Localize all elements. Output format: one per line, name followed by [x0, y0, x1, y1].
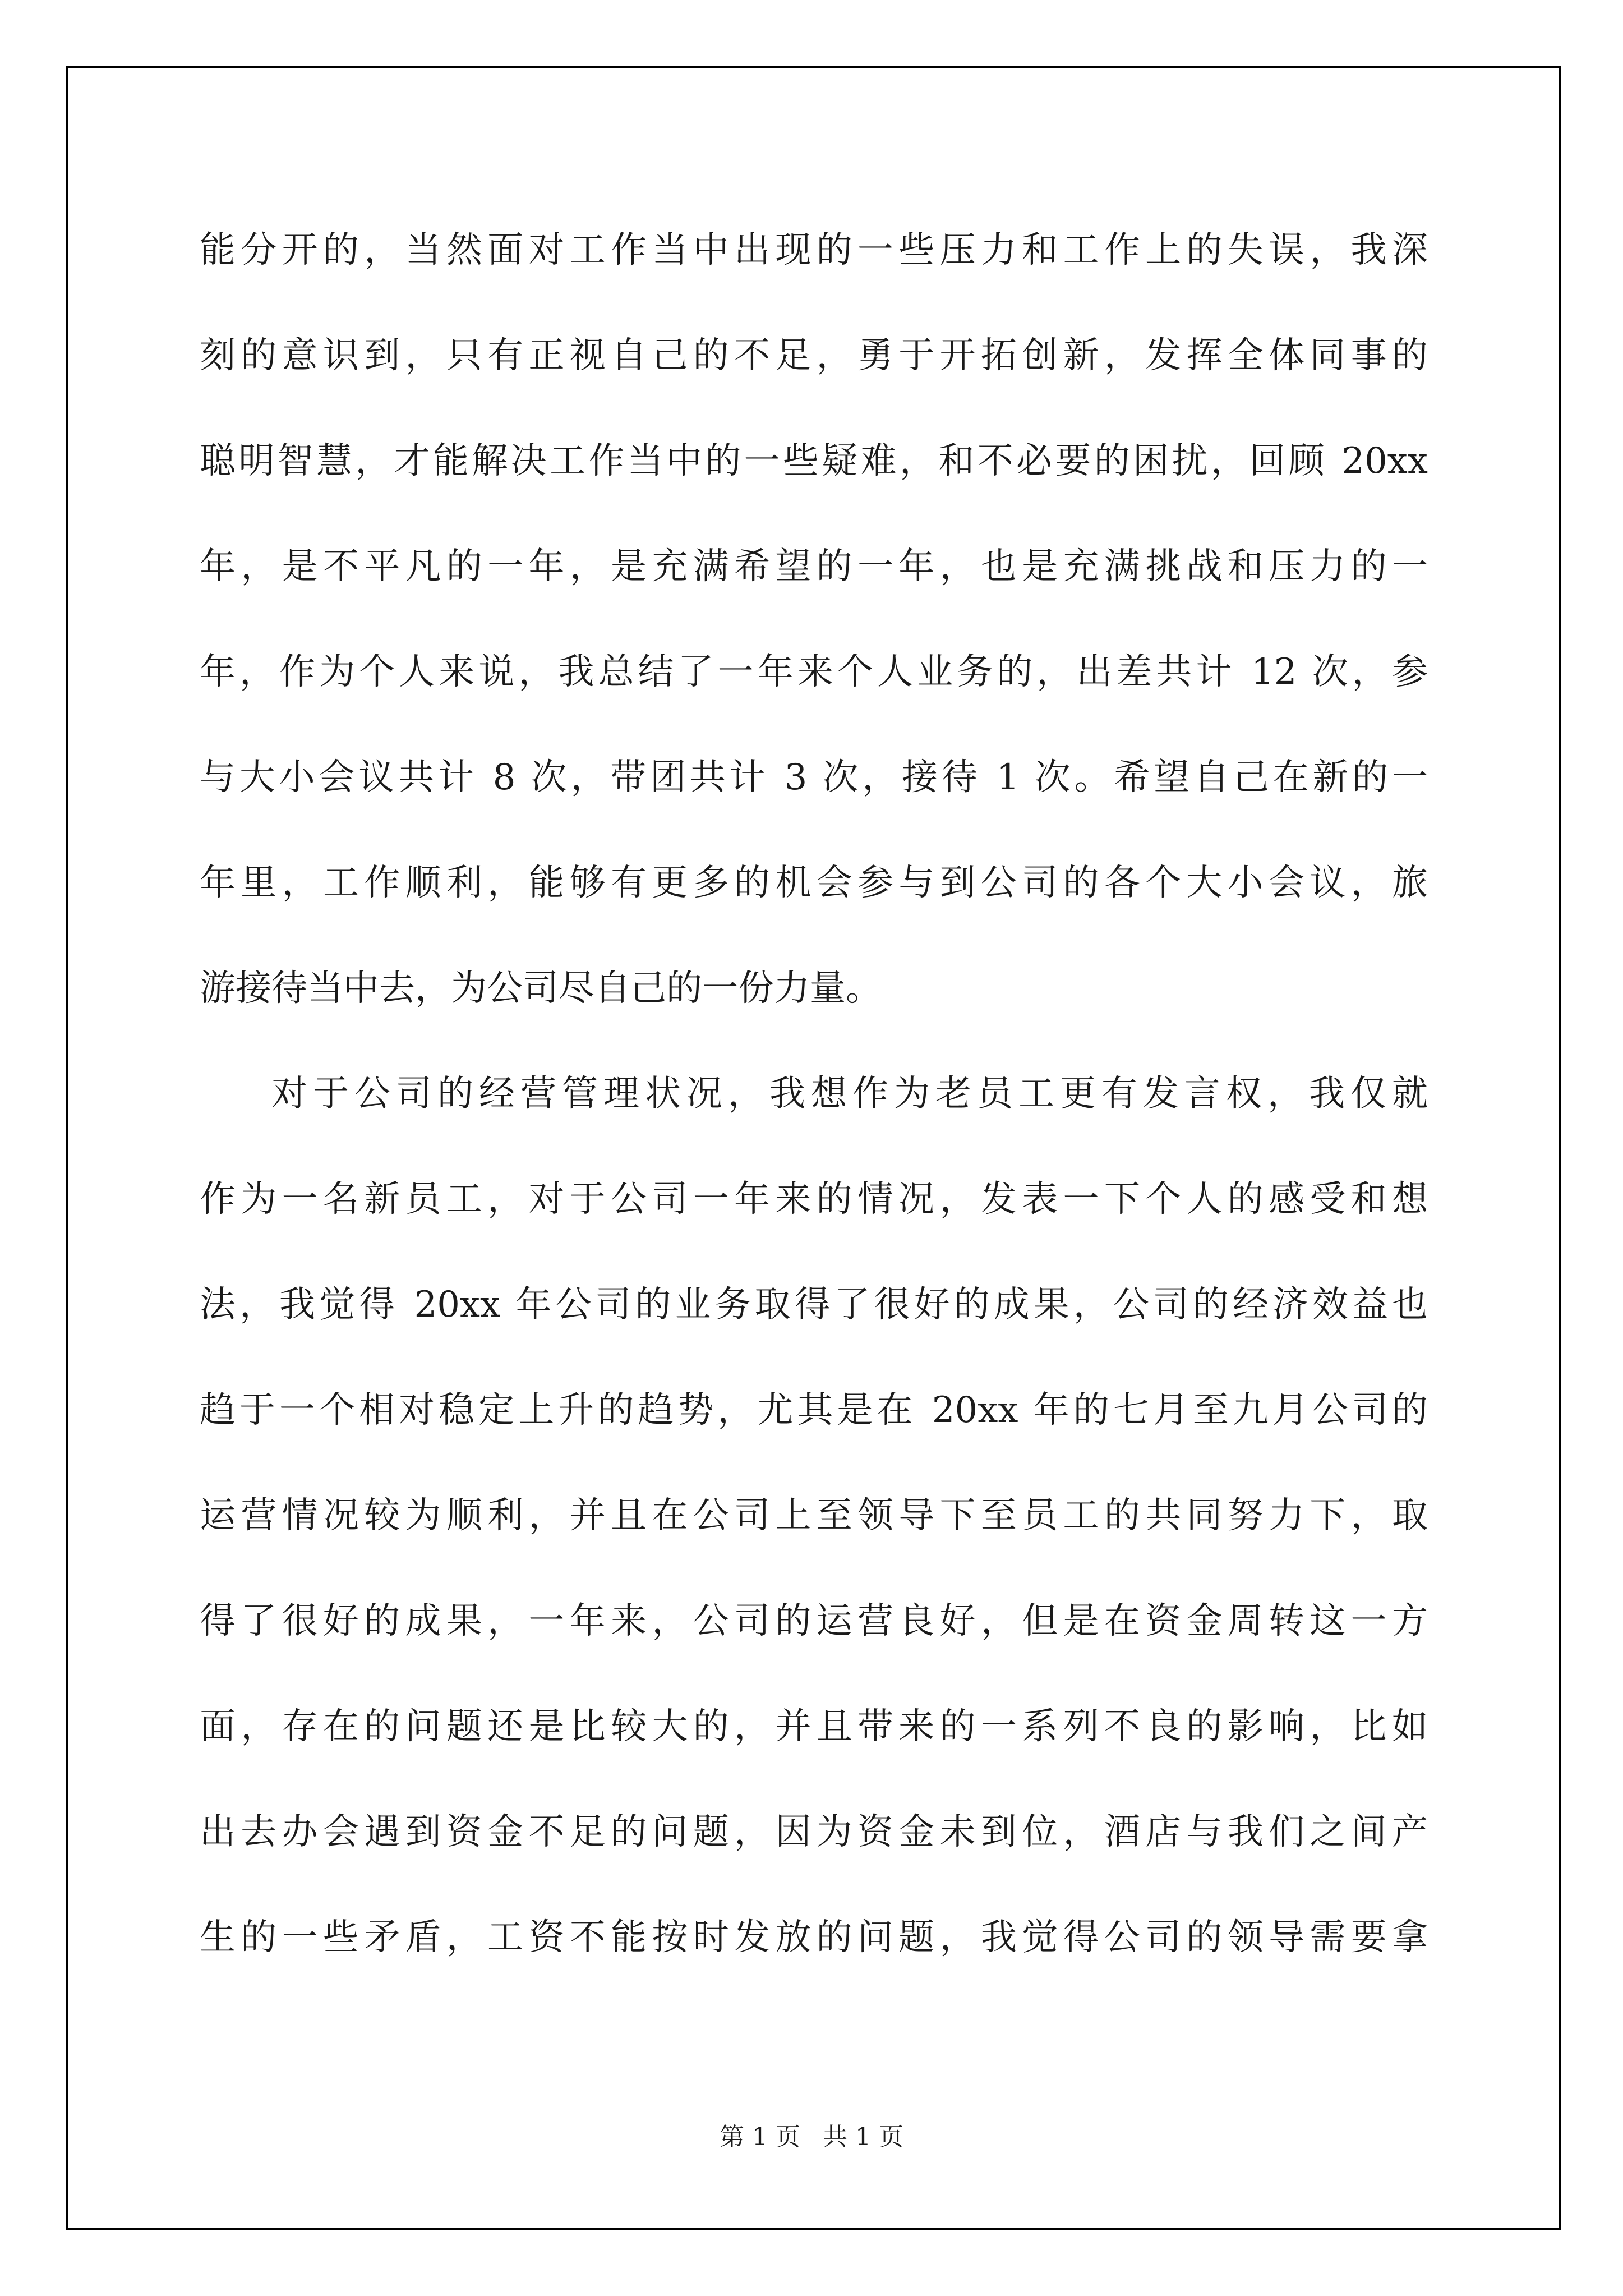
text-line: 法，我觉得 20xx 年公司的业务取得了很好的成果，公司的经济效益也: [200, 1284, 1428, 1326]
page-total: 共 1 页: [823, 2123, 903, 2151]
text-line: 刻的意识到，只有正视自己的不足，勇于开拓创新，发挥全体同事的: [200, 335, 1428, 376]
text-line: 生的一些矛盾，工资不能按时发放的问题，我觉得公司的领导需要拿: [200, 1917, 1428, 1958]
text-line: 趋于一个相对稳定上升的趋势，尤其是在 20xx 年的七月至九月公司的: [200, 1389, 1428, 1431]
text-line: 作为一名新员工，对于公司一年来的情况，发表一下个人的感受和想: [200, 1179, 1428, 1220]
text-line: 能分开的，当然面对工作当中出现的一些压力和工作上的失误，我深: [200, 229, 1428, 271]
text-line: 出去办会遇到资金不足的问题，因为资金未到位，酒店与我们之间产: [200, 1811, 1428, 1853]
text-line: 得了很好的成果，一年来，公司的运营良好，但是在资金周转这一方: [200, 1600, 1428, 1642]
page-footer: [0, 2120, 1623, 2154]
text-line: 年里，工作顺利，能够有更多的机会参与到公司的各个大小会议，旅: [200, 862, 1428, 904]
text-line: 与大小会议共计 8 次，带团共计 3 次，接待 1 次。希望自己在新的一: [200, 757, 1428, 798]
text-line: 游接待当中去，为公司尽自己的一份力量。: [200, 968, 882, 1009]
text-line: 对于公司的经营管理状况，我想作为老员工更有发言权，我仅就: [271, 1073, 1428, 1115]
paragraph: [200, 212, 1428, 1056]
text-line: 运营情况较为顺利，并且在公司上至领导下至员工的共同努力下，取: [200, 1495, 1428, 1536]
document-body: [200, 212, 1428, 2005]
page-number: 第 1 页: [720, 2123, 800, 2151]
text-line: 年，是不平凡的一年，是充满希望的一年，也是充满挑战和压力的一: [200, 546, 1428, 587]
paragraph: [200, 1056, 1428, 2005]
text-line: 面，存在的问题还是比较大的，并且带来的一系列不良的影响，比如: [200, 1706, 1428, 1747]
text-line: 聪明智慧，才能解决工作当中的一些疑难，和不必要的困扰，回顾 20xx: [200, 440, 1428, 482]
text-line: 年，作为个人来说，我总结了一年来个人业务的，出差共计 12 次，参: [200, 651, 1428, 693]
